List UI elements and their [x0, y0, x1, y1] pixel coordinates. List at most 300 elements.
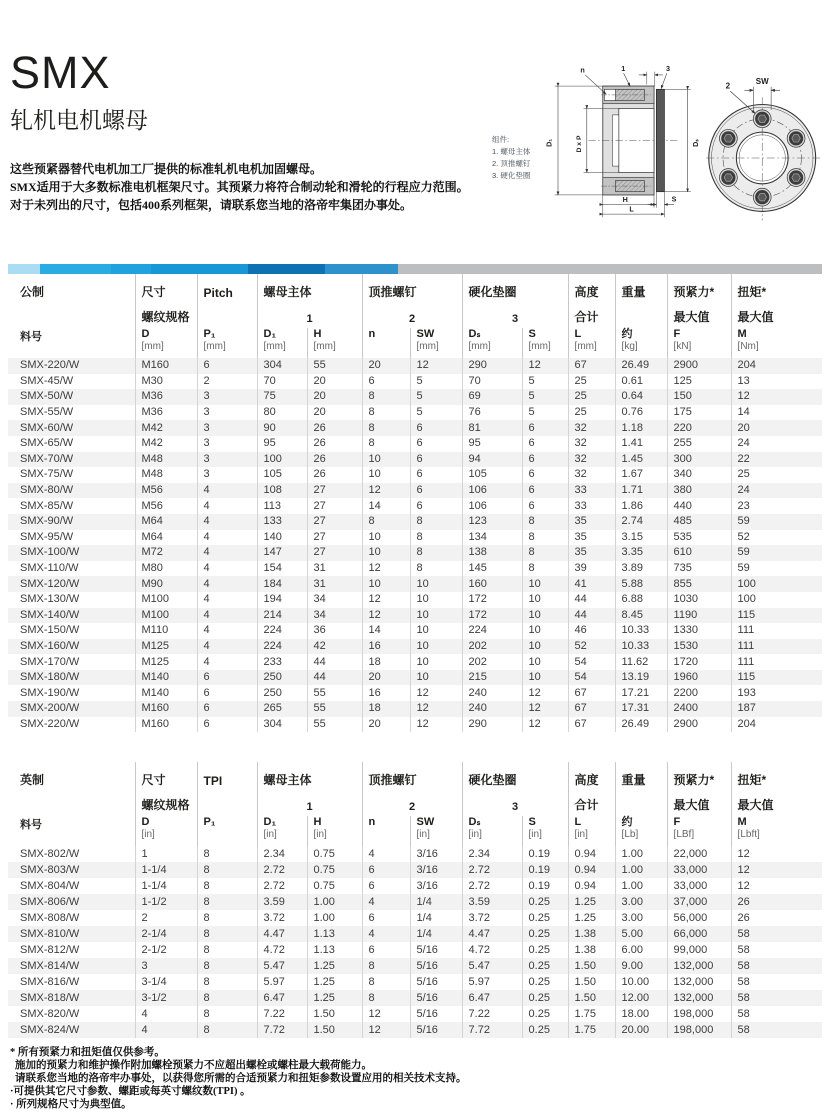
value-cell: 3.59	[257, 894, 307, 910]
value-cell: 1.00	[307, 910, 362, 926]
value-cell: 1-1/4	[135, 878, 197, 894]
part-number-cell: SMX-220/W	[20, 717, 80, 730]
value-cell: 4.72	[257, 942, 307, 958]
table-row	[8, 878, 822, 894]
value-cell: 10	[522, 639, 568, 655]
sub-item-1: 1	[257, 308, 362, 328]
table-row	[8, 701, 822, 717]
value-cell: M125	[135, 639, 197, 655]
value-cell: 2-1/2	[135, 942, 197, 958]
group-preload: 预紧力*	[667, 762, 731, 796]
value-cell: M160	[135, 358, 197, 374]
value-cell: 1.13	[307, 926, 362, 942]
value-cell: 25	[568, 389, 615, 405]
value-cell: 5.88	[615, 576, 667, 592]
col-sw: SW [mm]	[410, 328, 462, 358]
jack-screw	[787, 169, 805, 187]
value-cell: 0.94	[568, 846, 615, 862]
value-cell: 1.38	[568, 926, 615, 942]
value-cell: 535	[667, 530, 731, 546]
value-cell: 1.41	[615, 436, 667, 452]
value-cell: 81	[462, 420, 522, 436]
value-cell: 12	[362, 1022, 410, 1038]
part-number-cell: SMX-55/W	[20, 406, 74, 419]
value-cell: 1.25	[307, 974, 362, 990]
part-number-cell: SMX-110/W	[20, 562, 79, 575]
value-cell: 5/16	[410, 942, 462, 958]
value-cell: 610	[667, 545, 731, 561]
col-d1: D₁ [mm]	[257, 328, 307, 358]
value-cell: 115	[731, 608, 822, 624]
sub-thread-spec: 螺纹规格	[135, 796, 197, 816]
value-cell: 1.00	[615, 862, 667, 878]
value-cell: 2-1/4	[135, 926, 197, 942]
value-cell: 12	[362, 608, 410, 624]
value-cell: M56	[135, 498, 197, 514]
value-cell: 37,000	[667, 894, 731, 910]
value-cell: 133	[257, 514, 307, 530]
value-cell: 1530	[667, 639, 731, 655]
value-cell: 8	[410, 530, 462, 546]
value-cell: 1/4	[410, 894, 462, 910]
value-cell: 10	[362, 467, 410, 483]
value-cell: 70	[462, 374, 522, 390]
col-n: n	[362, 816, 410, 846]
value-cell: 115	[731, 670, 822, 686]
value-cell: 8	[197, 878, 257, 894]
imperial-table-body	[8, 846, 822, 1038]
value-cell: 5.47	[462, 958, 522, 974]
col-s: S [mm]	[522, 328, 568, 358]
value-cell: 440	[667, 498, 731, 514]
value-cell: 69	[462, 389, 522, 405]
value-cell: 214	[257, 608, 307, 624]
value-cell: 5	[410, 389, 462, 405]
value-cell: 12	[522, 717, 568, 733]
value-cell: 198,000	[667, 1022, 731, 1038]
value-cell: 0.25	[522, 974, 568, 990]
value-cell: 6	[362, 942, 410, 958]
value-cell: 8	[522, 545, 568, 561]
value-cell: 3	[197, 405, 257, 421]
table-row	[8, 561, 822, 577]
value-cell: 304	[257, 358, 307, 374]
table-row	[8, 405, 822, 421]
value-cell: 16	[362, 639, 410, 655]
value-cell: 10	[522, 654, 568, 670]
value-cell: 8	[197, 894, 257, 910]
table-row	[8, 942, 822, 958]
part-number-cell: SMX-820/W	[20, 1007, 80, 1020]
value-cell: 172	[462, 592, 522, 608]
value-cell: 1.71	[615, 483, 667, 499]
value-cell: 5.97	[462, 974, 522, 990]
value-cell: 26	[731, 910, 822, 926]
value-cell: 1.50	[568, 974, 615, 990]
value-cell: 12	[362, 561, 410, 577]
value-cell: 108	[257, 483, 307, 499]
value-cell: 99,000	[667, 942, 731, 958]
value-cell: 20	[362, 670, 410, 686]
value-cell: 0.25	[522, 958, 568, 974]
part-number-cell: SMX-818/W	[20, 991, 80, 1004]
value-cell: 67	[568, 685, 615, 701]
value-cell: 0.94	[568, 862, 615, 878]
value-cell: 10	[362, 452, 410, 468]
table-row	[8, 685, 822, 701]
value-cell: 1720	[667, 654, 731, 670]
value-cell: 8	[410, 561, 462, 577]
value-cell: M160	[135, 701, 197, 717]
value-cell: 6.00	[615, 942, 667, 958]
value-cell: 1960	[667, 670, 731, 686]
value-cell: 12	[731, 846, 822, 862]
value-cell: 27	[307, 530, 362, 546]
group-size: 尺寸	[135, 762, 197, 796]
value-cell: 46	[568, 623, 615, 639]
value-cell: 25	[731, 467, 822, 483]
value-cell: 0.61	[615, 374, 667, 390]
value-cell: 1330	[667, 623, 731, 639]
value-cell: 224	[462, 623, 522, 639]
part-number-cell: SMX-808/W	[20, 911, 80, 924]
part-number-cell: SMX-180/W	[20, 671, 80, 684]
part-number-cell: SMX-816/W	[20, 975, 80, 988]
col-weight: 约 [kg]	[615, 328, 667, 358]
value-cell: 8	[410, 514, 462, 530]
value-cell: 3.72	[462, 910, 522, 926]
group-washer: 硬化垫圈	[462, 274, 568, 308]
value-cell: 26.49	[615, 358, 667, 374]
table-row	[8, 530, 822, 546]
value-cell: 1.25	[307, 958, 362, 974]
col-ds: Dₛ [mm]	[462, 328, 522, 358]
table-row	[8, 1006, 822, 1022]
col-l: L [mm]	[568, 328, 615, 358]
table-row	[8, 910, 822, 926]
page-header	[8, 47, 822, 264]
dim-label-s: S	[671, 194, 677, 204]
value-cell: 58	[731, 1006, 822, 1022]
value-cell: 1.13	[307, 942, 362, 958]
col-d: D [mm]	[135, 328, 197, 358]
callout-2: 2	[725, 81, 731, 91]
value-cell: 175	[667, 405, 731, 421]
col-n: n	[362, 328, 410, 358]
value-cell: M100	[135, 608, 197, 624]
value-cell: 6	[522, 452, 568, 468]
value-cell: 10	[410, 623, 462, 639]
datasheet-page	[0, 47, 830, 1114]
dim-label-sw: SW	[755, 77, 769, 87]
value-cell: 12	[410, 685, 462, 701]
table-row	[8, 990, 822, 1006]
value-cell: 0.75	[307, 862, 362, 878]
value-cell: 95	[257, 436, 307, 452]
value-cell: 290	[462, 358, 522, 374]
value-cell: 34	[307, 608, 362, 624]
part-number-cell: SMX-95/W	[20, 530, 74, 543]
value-cell: 18	[362, 654, 410, 670]
value-cell: M42	[135, 436, 197, 452]
value-cell: 224	[257, 639, 307, 655]
value-cell: 172	[462, 608, 522, 624]
value-cell: 0.94	[568, 878, 615, 894]
value-cell: 12	[731, 389, 822, 405]
col-d1: D₁ [in]	[257, 816, 307, 846]
value-cell: 4	[197, 639, 257, 655]
accent-bar	[8, 264, 822, 274]
value-cell: M90	[135, 576, 197, 592]
value-cell: 20	[307, 374, 362, 390]
value-cell: 0.25	[522, 990, 568, 1006]
value-cell: 3.00	[615, 894, 667, 910]
value-cell: 113	[257, 498, 307, 514]
value-cell: 6	[362, 910, 410, 926]
value-cell: 215	[462, 670, 522, 686]
col-part-number: 料号	[20, 819, 42, 832]
value-cell: 3.89	[615, 561, 667, 577]
value-cell: 4	[197, 483, 257, 499]
value-cell: M64	[135, 514, 197, 530]
description-line: 这些预紧器替代电机加工厂提供的标准轧机电机加固螺母。	[10, 162, 323, 176]
value-cell: 58	[731, 958, 822, 974]
value-cell: 67	[568, 701, 615, 717]
value-cell: 12	[522, 358, 568, 374]
group-height: 高度	[568, 762, 615, 796]
value-cell: 58	[731, 942, 822, 958]
value-cell: 4.47	[462, 926, 522, 942]
value-cell: 22	[731, 452, 822, 468]
value-cell: 1030	[667, 592, 731, 608]
value-cell: 240	[462, 685, 522, 701]
value-cell: 5/16	[410, 990, 462, 1006]
value-cell: 138	[462, 545, 522, 561]
value-cell: 23	[731, 498, 822, 514]
value-cell: 1.38	[568, 942, 615, 958]
value-cell: 2	[135, 910, 197, 926]
value-cell: 6	[362, 374, 410, 390]
value-cell: 70	[257, 374, 307, 390]
value-cell: 8	[197, 990, 257, 1006]
table-row	[8, 452, 822, 468]
value-cell: 4	[197, 514, 257, 530]
group-washer: 硬化垫圈	[462, 762, 568, 796]
value-cell: 18.00	[615, 1006, 667, 1022]
value-cell: 44	[307, 654, 362, 670]
product-title: SMX	[10, 47, 111, 98]
value-cell: 35	[568, 545, 615, 561]
system-label: 英制	[20, 773, 45, 788]
value-cell: 8	[362, 974, 410, 990]
value-cell: 4	[362, 894, 410, 910]
value-cell: 3-1/2	[135, 990, 197, 1006]
table-row	[8, 926, 822, 942]
value-cell: 2.34	[462, 846, 522, 862]
value-cell: 5	[410, 374, 462, 390]
value-cell: 6.88	[615, 592, 667, 608]
group-height: 高度	[568, 274, 615, 308]
callout-n: n	[580, 65, 585, 75]
accent-segment	[151, 264, 248, 274]
value-cell: 304	[257, 717, 307, 733]
value-cell: 184	[257, 576, 307, 592]
value-cell: 106	[462, 498, 522, 514]
value-cell: 8	[197, 974, 257, 990]
value-cell: 94	[462, 452, 522, 468]
value-cell: 5/16	[410, 974, 462, 990]
legend-item: 3. 硬化垫圈	[492, 171, 531, 180]
imperial-table	[8, 762, 822, 1038]
col-l: L [in]	[568, 816, 615, 846]
value-cell: 202	[462, 654, 522, 670]
value-cell: 5/16	[410, 958, 462, 974]
value-cell: 3.72	[257, 910, 307, 926]
value-cell: 4.47	[257, 926, 307, 942]
value-cell: 1	[135, 846, 197, 862]
table-row	[8, 420, 822, 436]
value-cell: 0.64	[615, 389, 667, 405]
value-cell: 290	[462, 717, 522, 733]
value-cell: 26	[307, 420, 362, 436]
value-cell: 5	[522, 389, 568, 405]
col-h: H [in]	[307, 816, 362, 846]
footnote: * 所有预紧力和扭矩值仅供参考。	[10, 1047, 165, 1059]
value-cell: 2400	[667, 701, 731, 717]
value-cell: 0.25	[522, 1022, 568, 1038]
value-cell: 6	[410, 467, 462, 483]
value-cell: 3-1/4	[135, 974, 197, 990]
value-cell: 10	[362, 530, 410, 546]
value-cell: 6	[197, 670, 257, 686]
value-cell: 3.35	[615, 545, 667, 561]
table-row	[8, 514, 822, 530]
value-cell: 6	[197, 358, 257, 374]
value-cell: 8	[197, 942, 257, 958]
col-m: M [Nm]	[731, 328, 822, 358]
value-cell: 204	[731, 717, 822, 733]
value-cell: 12	[731, 862, 822, 878]
metric-table-body	[8, 358, 822, 732]
accent-segment	[8, 264, 40, 274]
footnote: 施加的预紧力和维护操作附加螺栓预紧力不应超出螺栓或螺柱最大载荷能力。	[15, 1060, 372, 1072]
value-cell: 111	[731, 654, 822, 670]
sub-thread-spec: 螺纹规格	[135, 308, 197, 328]
value-cell: 240	[462, 701, 522, 717]
value-cell: 20	[307, 389, 362, 405]
value-cell: 6	[522, 420, 568, 436]
table-row	[8, 608, 822, 624]
dim-label-h: H	[622, 195, 628, 205]
value-cell: 8	[362, 958, 410, 974]
value-cell: 8	[522, 514, 568, 530]
value-cell: 2.72	[462, 862, 522, 878]
value-cell: 32	[568, 467, 615, 483]
table-row	[8, 623, 822, 639]
value-cell: 27	[307, 498, 362, 514]
value-cell: 145	[462, 561, 522, 577]
value-cell: 24	[731, 483, 822, 499]
value-cell: 2.72	[462, 878, 522, 894]
accent-segment	[111, 264, 151, 274]
value-cell: M140	[135, 670, 197, 686]
value-cell: 3.59	[462, 894, 522, 910]
value-cell: 6.47	[462, 990, 522, 1006]
value-cell: 14	[362, 623, 410, 639]
value-cell: 6	[522, 498, 568, 514]
value-cell: 59	[731, 561, 822, 577]
value-cell: 95	[462, 436, 522, 452]
accent-segment	[248, 264, 325, 274]
footnote: 请联系您当地的洛帝牢办事处，以获得您所需的合适预紧力和扭矩参数设置应用的相关技术支持。	[15, 1073, 467, 1085]
value-cell: 202	[462, 639, 522, 655]
value-cell: 12	[410, 358, 462, 374]
value-cell: 12.00	[615, 990, 667, 1006]
value-cell: 150	[667, 389, 731, 405]
table-row	[8, 498, 822, 514]
value-cell: 105	[257, 467, 307, 483]
table-row	[8, 358, 822, 374]
dim-label-l: L	[629, 204, 634, 214]
value-cell: 17.31	[615, 701, 667, 717]
value-cell: 6	[410, 420, 462, 436]
value-cell: M100	[135, 592, 197, 608]
table-row	[8, 592, 822, 608]
footnote: ·可提供其它尺寸参数、螺距或每英寸螺纹数(TPI) 。	[10, 1086, 251, 1098]
value-cell: 10.33	[615, 623, 667, 639]
value-cell: 26	[307, 452, 362, 468]
legend-item: 2. 顶推螺钉	[492, 159, 531, 168]
product-subtitle: 轧机电机螺母	[10, 107, 148, 133]
value-cell: 204	[731, 358, 822, 374]
sub-max: 最大值	[667, 796, 731, 816]
value-cell: 17.21	[615, 685, 667, 701]
value-cell: 44	[568, 592, 615, 608]
jack-screw	[787, 129, 805, 147]
part-number-cell: SMX-824/W	[20, 1023, 80, 1036]
value-cell: 10	[410, 576, 462, 592]
value-cell: 1.50	[568, 958, 615, 974]
group-jack-screws: 顶推螺钉	[362, 762, 462, 796]
col-m: M [Lbft]	[731, 816, 822, 846]
value-cell: 42	[307, 639, 362, 655]
part-number-cell: SMX-802/W	[20, 847, 80, 860]
value-cell: 3/16	[410, 862, 462, 878]
accent-segment	[325, 264, 398, 274]
value-cell: 4.72	[462, 942, 522, 958]
value-cell: 735	[667, 561, 731, 577]
sub-item-3: 3	[462, 796, 568, 816]
value-cell: 132,000	[667, 974, 731, 990]
value-cell: 4	[197, 530, 257, 546]
value-cell: 80	[257, 405, 307, 421]
value-cell: 7.22	[257, 1006, 307, 1022]
value-cell: 6	[197, 717, 257, 733]
table-row	[8, 374, 822, 390]
value-cell: 2.72	[257, 862, 307, 878]
callout-1: 1	[621, 63, 626, 73]
col-weight: 约 [Lb]	[615, 816, 667, 846]
value-cell: 36	[307, 623, 362, 639]
table-row	[8, 894, 822, 910]
value-cell: 33	[568, 498, 615, 514]
value-cell: 13	[731, 374, 822, 390]
value-cell: 220	[667, 420, 731, 436]
value-cell: 8	[197, 926, 257, 942]
value-cell: 2900	[667, 358, 731, 374]
value-cell: 140	[257, 530, 307, 546]
system-label: 公制	[20, 285, 45, 299]
